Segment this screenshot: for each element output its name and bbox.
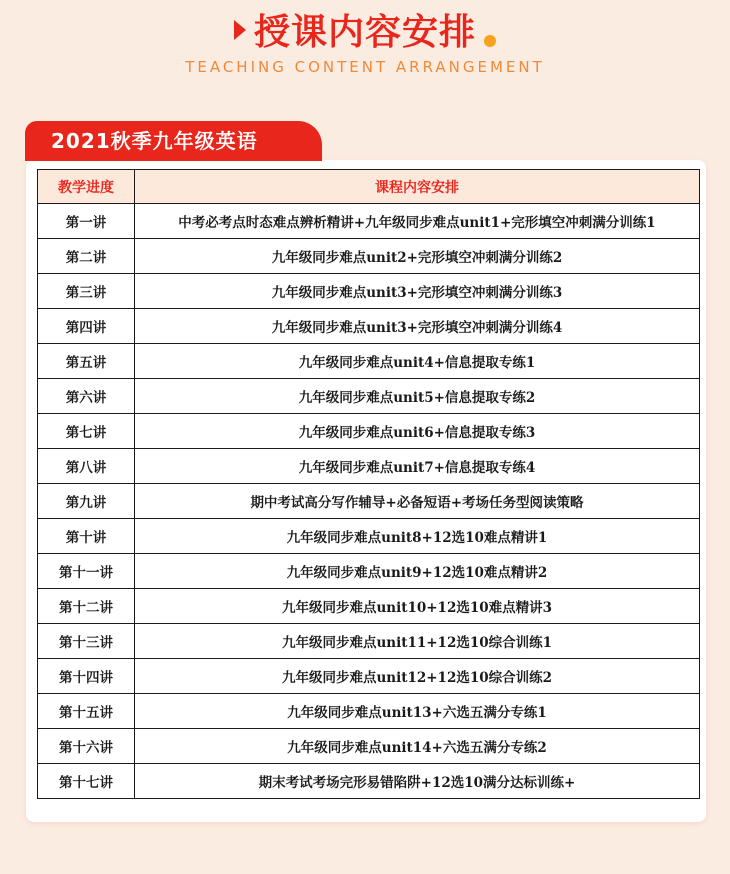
lesson-content: 期末考试考场完形易错陷阱+12选10满分达标训练+ xyxy=(135,764,700,799)
lesson-content: 九年级同步难点unit6+信息提取专练3 xyxy=(135,414,700,449)
lesson-content: 九年级同步难点unit3+完形填空冲刺满分训练4 xyxy=(135,309,700,344)
page-title xyxy=(234,4,496,55)
title-wrap xyxy=(0,4,730,55)
lesson-content: 九年级同步难点unit7+信息提取专练4 xyxy=(135,449,700,484)
lesson-content: 九年级同步难点unit8+12选10难点精讲1 xyxy=(135,519,700,554)
lesson-number: 第六讲 xyxy=(38,379,135,414)
lesson-number: 第十讲 xyxy=(38,519,135,554)
lesson-number: 第三讲 xyxy=(38,274,135,309)
table-row xyxy=(38,589,700,624)
lesson-number: 第四讲 xyxy=(38,309,135,344)
lesson-content: 九年级同步难点unit2+完形填空冲刺满分训练2 xyxy=(135,239,700,274)
table-row xyxy=(38,624,700,659)
table-row xyxy=(38,659,700,694)
lesson-number: 第二讲 xyxy=(38,239,135,274)
lesson-content: 九年级同步难点unit13+六选五满分专练1 xyxy=(135,694,700,729)
header-progress: 教学进度 xyxy=(38,170,135,204)
header-content: 课程内容安排 xyxy=(135,170,700,204)
table-row xyxy=(38,519,700,554)
table-row xyxy=(38,414,700,449)
section-tab xyxy=(25,121,322,161)
lesson-number: 第十四讲 xyxy=(38,659,135,694)
lesson-number: 第一讲 xyxy=(38,204,135,239)
lesson-number: 第十三讲 xyxy=(38,624,135,659)
table-row xyxy=(38,764,700,799)
table-row xyxy=(38,484,700,519)
schedule-table xyxy=(37,169,700,799)
lesson-number: 第十五讲 xyxy=(38,694,135,729)
table-row xyxy=(38,379,700,414)
lesson-number: 第十一讲 xyxy=(38,554,135,589)
lesson-content: 九年级同步难点unit9+12选10难点精讲2 xyxy=(135,554,700,589)
table-row xyxy=(38,729,700,764)
page-subtitle: TEACHING CONTENT ARRANGEMENT xyxy=(185,58,545,76)
table-row xyxy=(38,449,700,484)
lesson-content: 九年级同步难点unit14+六选五满分专练2 xyxy=(135,729,700,764)
lesson-content: 九年级同步难点unit5+信息提取专练2 xyxy=(135,379,700,414)
table-row xyxy=(38,239,700,274)
lesson-number: 第五讲 xyxy=(38,344,135,379)
dot-icon xyxy=(484,35,496,47)
page-header xyxy=(0,0,730,110)
table-row xyxy=(38,274,700,309)
page-title-text: 授课内容安排 xyxy=(253,12,476,53)
lesson-content: 九年级同步难点unit4+信息提取专练1 xyxy=(135,344,700,379)
lesson-number: 第十七讲 xyxy=(38,764,135,799)
table-row xyxy=(38,309,700,344)
lesson-number: 第十六讲 xyxy=(38,729,135,764)
lesson-content: 中考必考点时态难点辨析精讲+九年级同步难点unit1+完形填空冲刺满分训练1 xyxy=(135,204,700,239)
lesson-number: 第十二讲 xyxy=(38,589,135,624)
table-header-row xyxy=(38,170,700,204)
lesson-content: 期中考试高分写作辅导+必备短语+考场任务型阅读策略 xyxy=(135,484,700,519)
table-row xyxy=(38,694,700,729)
play-triangle-icon xyxy=(234,20,246,40)
lesson-content: 九年级同步难点unit12+12选10综合训练2 xyxy=(135,659,700,694)
lesson-content: 九年级同步难点unit10+12选10难点精讲3 xyxy=(135,589,700,624)
table-row xyxy=(38,344,700,379)
lesson-number: 第九讲 xyxy=(38,484,135,519)
schedule-body xyxy=(38,204,700,799)
lesson-content: 九年级同步难点unit11+12选10综合训练1 xyxy=(135,624,700,659)
table-row xyxy=(38,554,700,589)
lesson-number: 第八讲 xyxy=(38,449,135,484)
section-tab-label: 2021秋季九年级英语 xyxy=(51,129,258,153)
lesson-content: 九年级同步难点unit3+完形填空冲刺满分训练3 xyxy=(135,274,700,309)
table-row xyxy=(38,204,700,239)
lesson-number: 第七讲 xyxy=(38,414,135,449)
